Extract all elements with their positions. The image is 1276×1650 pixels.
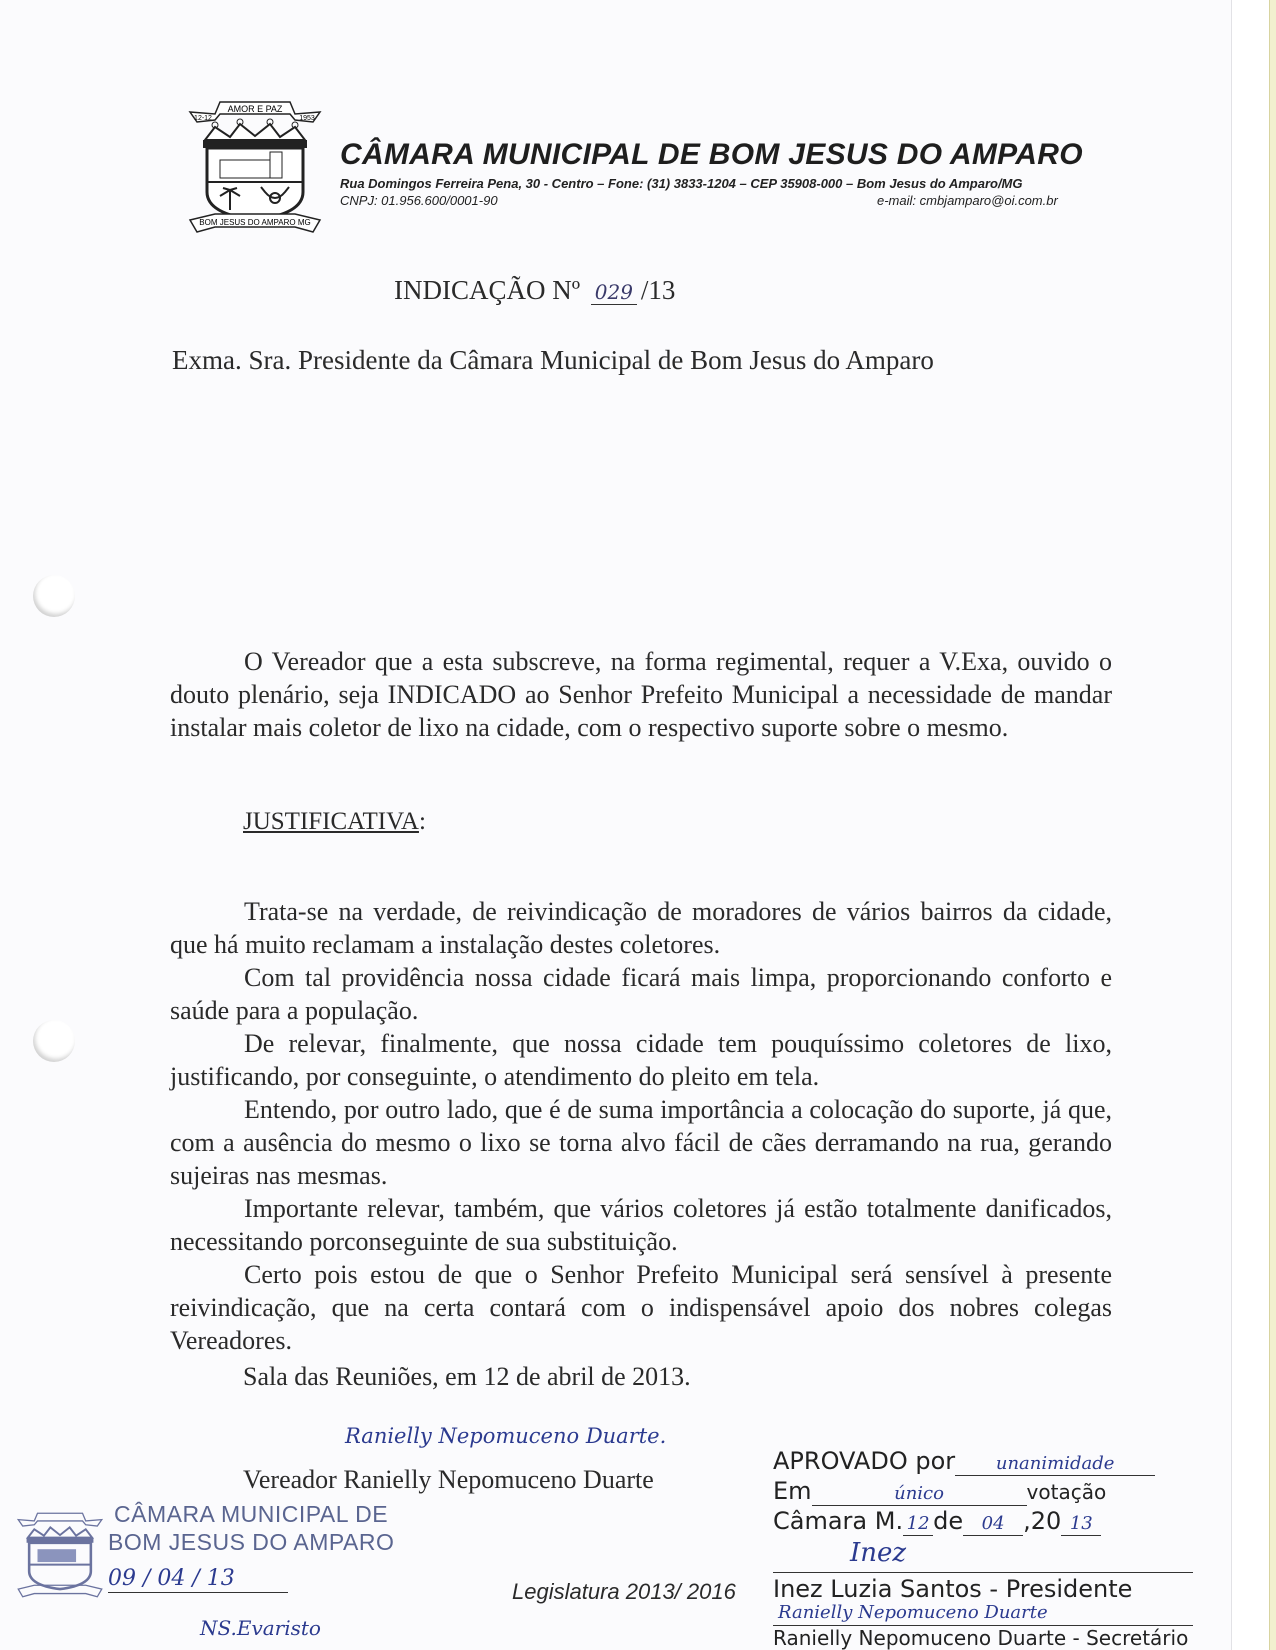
justification-label: JUSTIFICATIVA: [243, 808, 419, 835]
page-right-edge: [1231, 0, 1276, 1650]
president-signature-line: [773, 1572, 1193, 1573]
addressee: Exma. Sra. Presidente da Câmara Municipal de Bom Jesus do Amparo: [172, 345, 934, 375]
justification-heading: [243, 808, 426, 836]
camara-label: Câmara M.: [773, 1507, 904, 1535]
receipt-stamp-date: 09 / 04 / 13: [108, 1566, 288, 1593]
justification-paragraph: Trata-se na verdade, de reivindicação de moradores de vários bairros da cidade, que há muito reclamam a instalação destes coletores.: [170, 897, 1112, 959]
crest-banner: BOM JESUS DO AMPARO MG: [199, 218, 311, 227]
em-label: Em: [773, 1477, 812, 1505]
legislature-footer: Legislatura 2013/ 2016: [512, 1579, 736, 1604]
chamber-cnpj: CNPJ: 01.956.600/0001-90: [340, 193, 498, 208]
year-value: 13: [1061, 1513, 1101, 1536]
chamber-title: CÂMARA MUNICIPAL DE BOM JESUS DO AMPARO: [340, 138, 1083, 171]
secretary-name: Ranielly Nepomuceno Duarte - Secretário: [773, 1626, 1189, 1650]
receipt-initials: NS.Evaristo: [200, 1616, 321, 1640]
votacao-label: votação: [1026, 1480, 1107, 1504]
month-value: 04: [963, 1513, 1023, 1536]
approval-line: [773, 1448, 1155, 1476]
em-votacao-line: [773, 1478, 1106, 1506]
punch-hole-top: [33, 575, 75, 617]
justification-paragraph: Com tal providência nossa cidade ficará mais limpa, proporcionando conforto e saúde para a população.: [170, 963, 1112, 1025]
em-value: único: [812, 1483, 1027, 1506]
indicacao-year: /13: [640, 275, 676, 305]
councilor-signatory: Vereador Ranielly Nepomuceno Duarte: [243, 1465, 654, 1494]
closing-date-line: Sala das Reuniões, em 12 de abril de 2013.: [243, 1362, 691, 1391]
day-value: 12: [903, 1513, 933, 1536]
receipt-stamp-crest: [15, 1500, 105, 1610]
indicacao-label: INDICAÇÃO Nº: [394, 275, 581, 305]
councilor-handwritten-signature: Ranielly Nepomuceno Duarte.: [345, 1424, 667, 1448]
justification-colon: :: [418, 808, 426, 835]
de-label: de: [933, 1507, 964, 1535]
crest-year: 1953: [299, 115, 315, 122]
request-section: [170, 645, 1112, 744]
crest-motto: AMOR E PAZ: [227, 104, 283, 114]
secretary-signature: Ranielly Nepomuceno Duarte: [778, 1602, 1048, 1623]
indicacao-number: 029: [591, 280, 637, 305]
justification-paragraph: Importante relevar, também, que vários coletores já estão totalmente danificados, necessitando porconseguinte de sua substituição.: [170, 1194, 1112, 1256]
receipt-stamp-line2: BOM JESUS DO AMPARO: [108, 1529, 395, 1555]
year-prefix: ,20: [1023, 1507, 1062, 1535]
receipt-stamp-line1: CÂMARA MUNICIPAL DE: [114, 1501, 389, 1527]
president-name: Inez Luzia Santos - Presidente: [773, 1575, 1133, 1603]
chamber-address: Rua Domingos Ferreira Pena, 30 - Centro – Fone: (31) 3833-1204 – CEP 35908-000 – Bom Jesus do Amparo/MG: [340, 176, 1023, 191]
punch-hole-bottom: [33, 1020, 75, 1062]
president-signature: Inez: [850, 1538, 907, 1568]
camara-date-line: [773, 1508, 1101, 1536]
justification-body: [170, 895, 1112, 1357]
municipal-crest-logo: [185, 92, 325, 242]
crest-date: 12-12: [194, 115, 212, 122]
approved-label: APROVADO por: [773, 1447, 956, 1475]
approved-value: unanimidade: [955, 1453, 1155, 1476]
request-paragraph: O Vereador que a esta subscreve, na forma regimental, requer a V.Exa, ouvido o douto plenário, seja INDICADO ao Senhor Prefeito Municipal a necessidade de mandar instalar mais coletor de lixo na cidade, com o respectivo suporte sobre o mesmo.: [170, 647, 1112, 742]
justification-paragraph: Certo pois estou de que o Senhor Prefeito Municipal será sensível à presente reivindicação, que na certa contará com o indispensável apoio dos nobres colegas Vereadores.: [170, 1260, 1112, 1355]
chamber-email: e-mail: cmbjamparo@oi.com.br: [877, 193, 1058, 208]
indicacao-heading: [394, 275, 675, 306]
justification-paragraph: De relevar, finalmente, que nossa cidade tem pouquíssimo coletores de lixo, justificando, por conseguinte, o atendimento do pleito em tela.: [170, 1029, 1112, 1091]
justification-paragraph: Entendo, por outro lado, que é de suma importância a colocação do suporte, já que, com a ausência do mesmo o lixo se torna alvo fácil de cães derramando na rua, gerando sujeiras nas mesmas.: [170, 1095, 1112, 1190]
